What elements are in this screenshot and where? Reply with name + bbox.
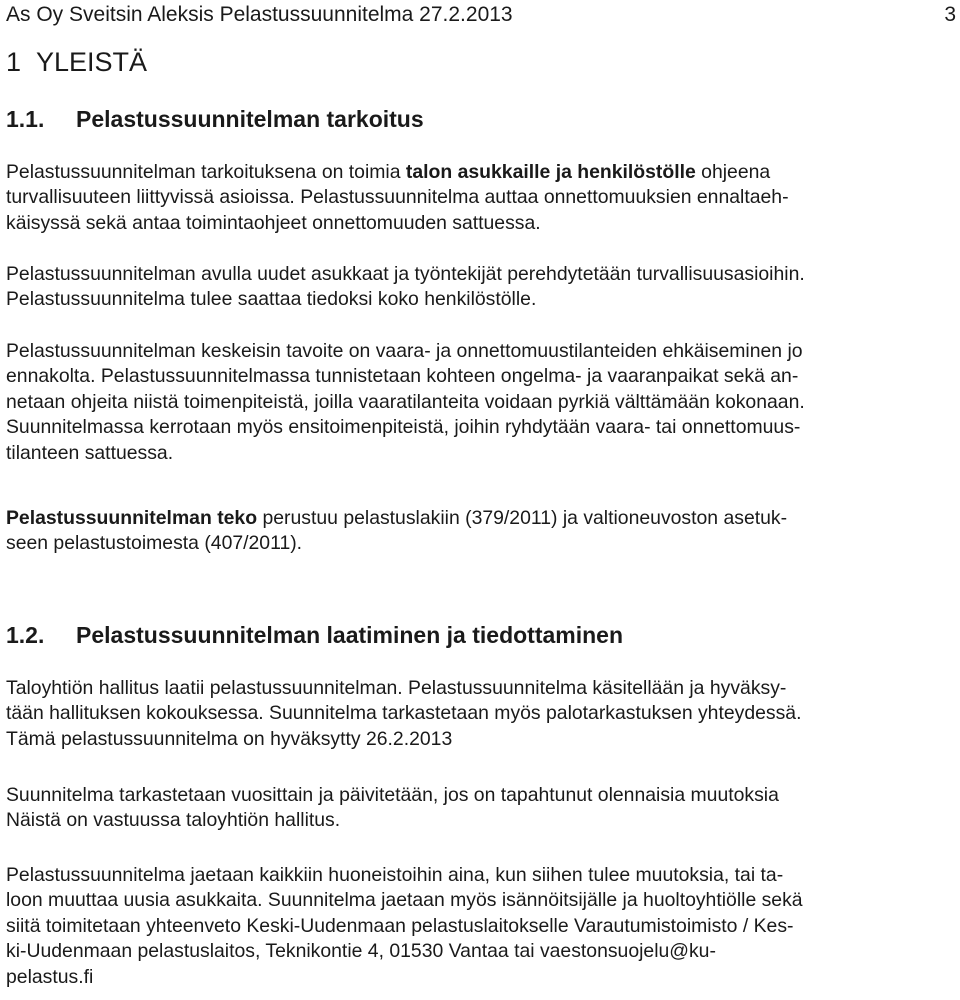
paragraph-line: Pelastussuunnitelman teko perustuu pelastuslakiin (379/2011) ja valtioneuvoston asetuk- [6,507,788,529]
paragraph-purpose [6,160,956,236]
paragraph-goal [6,339,956,466]
paragraph-preparation [6,676,956,752]
section-number: 1.2. [6,622,45,648]
paragraph-line: ennakolta. Pelastussuunnitelmassa tunnistetaan kohteen ongelma- ja vaaranpaikat sekä an- [6,365,799,388]
paragraph-line: Pelastussuunnitelman keskeisin tavoite on vaara- ja onnettomuustilanteiden ehkäiseminen jo [6,340,803,362]
emphasis-text: Pelastussuunnitelman teko [6,507,258,529]
paragraph-review [6,783,956,834]
paragraph-line: Suunnitelmassa kerrotaan myös ensitoimenpiteistä, joihin ryhdytään vaara- tai onnettomuus- [6,416,801,439]
paragraph-line: käisyssä sekä antaa toimintaohjeet onnettomuuden sattuessa. [6,211,541,234]
page-header [6,0,956,30]
emphasis-text: talon asukkaille ja henkilöstölle [405,161,696,183]
paragraph-line: Taloyhtiön hallitus laatii pelastussuunnitelman. Pelastussuunnitelma käsitellään ja hyväksy- [6,677,787,699]
heading-number: 1 [6,47,22,77]
section-heading-1-1 [6,104,424,134]
paragraph-line: tään hallituksen kokouksessa. Suunnitelma tarkastetaan myös palotarkastuksen yhteydessä. [6,702,802,725]
paragraph-line: Pelastussuunnitelma jaetaan kaikkiin huoneistoihin aina, kun siihen tulee muutoksia, tai ta- [6,864,784,886]
section-title: Pelastussuunnitelman tarkoitus [76,106,424,132]
header-title: As Oy Sveitsin Aleksis Pelastussuunnitelma 27.2.2013 [6,3,513,26]
paragraph-line: Näistä on vastuussa taloyhtiön hallitus. [6,809,341,832]
paragraph-orientation [6,262,956,313]
section-heading-1-2 [6,620,623,650]
paragraph-line: Pelastussuunnitelman tarkoituksena on toimia talon asukkaille ja henkilöstölle ohjeena [6,161,771,183]
paragraph-line: Tämä pelastussuunnitelma on hyväksytty 26.2.2013 [6,727,453,750]
paragraph-legal-basis [6,506,956,557]
heading-yleista [6,45,147,79]
paragraph-line: tilanteen sattuessa. [6,441,174,464]
paragraph-line: siitä toimitetaan yhteenveto Keski-Uudenmaan pelastuslaitokselle Varautumistoimisto / Kes- [6,914,794,937]
page-number: 3 [944,3,956,26]
paragraph-line: netaan ohjeita niistä toimenpiteistä, joilla vaaratilanteita voidaan pyrkiä välttämään kokonaan. [6,390,805,413]
paragraph-line: loon muuttaa uusia asukkaita. Suunnitelma jaetaan myös isännöitsijälle ja huoltoyhtiölle sekä [6,889,803,912]
paragraph-line: pelastus.fi [6,965,94,988]
paragraph-distribution [6,863,956,990]
paragraph-line: Pelastussuunnitelman avulla uudet asukkaat ja työntekijät perehdytetään turvallisuusasioihin. [6,263,805,285]
paragraph-line: Suunnitelma tarkastetaan vuosittain ja päivitetään, jos on tapahtunut olennaisia muutoksia [6,784,779,806]
paragraph-line: ki-Uudenmaan pelastuslaitos, Teknikontie 4, 01530 Vantaa tai vaestonsuojelu@ku- [6,940,716,963]
heading-title: YLEISTÄ [36,47,148,77]
paragraph-line: Pelastussuunnitelma tulee saattaa tiedoksi koko henkilöstölle. [6,288,537,311]
paragraph-line: turvallisuuteen liittyvissä asioissa. Pelastussuunnitelma auttaa onnettomuuksien ennaltaeh- [6,186,789,209]
section-number: 1.1. [6,106,45,132]
section-title: Pelastussuunnitelman laatiminen ja tiedottaminen [76,622,624,648]
paragraph-line: seen pelastustoimesta (407/2011). [6,532,303,555]
